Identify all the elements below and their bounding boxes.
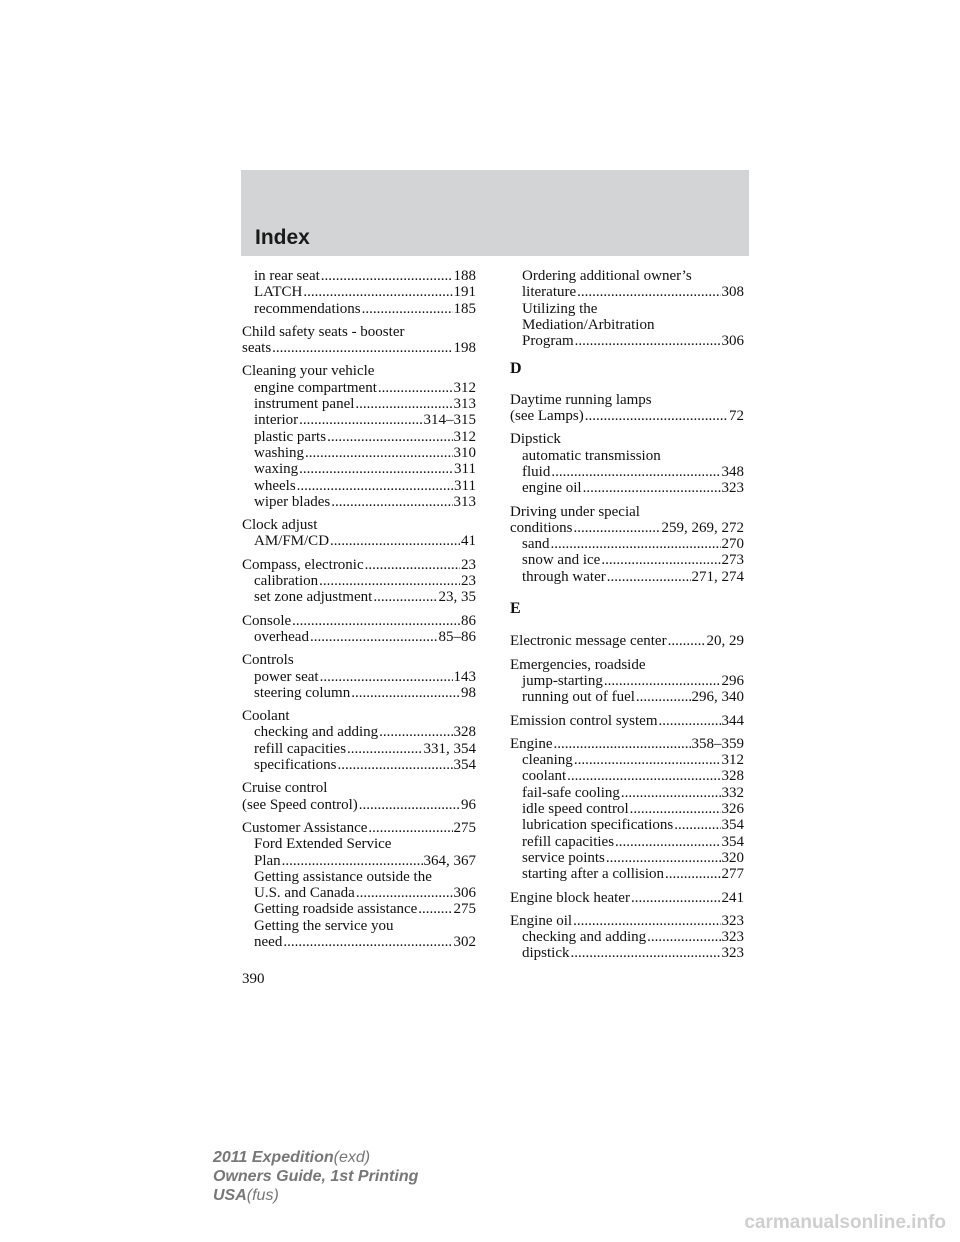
index-page-ref: 354 — [453, 757, 476, 774]
dot-leader — [575, 333, 721, 349]
dot-leader — [368, 820, 452, 836]
index-entry — [242, 934, 476, 950]
index-page-ref: 275 — [453, 901, 476, 918]
index-entry — [242, 396, 476, 412]
index-entry — [242, 652, 476, 668]
index-entry-text: Electronic message center — [510, 633, 667, 650]
index-entry-text: (see Speed control) — [242, 796, 358, 813]
index-page-ref: 96 — [461, 796, 476, 813]
index-entry — [242, 869, 476, 885]
index-entry — [242, 613, 476, 629]
index-entry-text: automatic transmission — [522, 447, 661, 464]
index-entry-text: Ordering additional owner’s — [522, 268, 692, 284]
index-entry-text: interior — [254, 412, 299, 429]
index-page-ref: 328 — [721, 768, 744, 785]
index-entry — [510, 431, 744, 447]
index-entry-text: Daytime running lamps — [510, 391, 652, 408]
index-entry — [242, 708, 476, 724]
dot-leader — [636, 689, 691, 705]
dot-leader — [331, 494, 452, 510]
footer-line-2: Owners Guide, 1st Printing — [213, 1168, 419, 1185]
index-entry — [510, 464, 744, 480]
dot-leader — [583, 480, 721, 496]
dot-leader — [365, 557, 460, 573]
index-entry-text: fluid — [522, 463, 551, 480]
index-entry — [242, 340, 476, 356]
index-entry — [242, 573, 476, 589]
index-entry — [510, 850, 744, 866]
dot-leader — [665, 866, 720, 882]
index-entry — [510, 866, 744, 882]
footer-market-code: (fus) — [246, 1187, 279, 1204]
index-entry — [242, 589, 476, 605]
dot-leader — [355, 396, 452, 412]
dot-leader — [282, 853, 423, 869]
dot-leader — [310, 629, 438, 645]
index-entry-text: snow and ice — [522, 552, 601, 569]
dot-leader — [327, 429, 452, 445]
index-entry — [242, 629, 476, 645]
index-page-ref: 98 — [461, 684, 476, 701]
dot-leader — [330, 533, 460, 549]
index-entry — [242, 685, 476, 701]
index-entry — [510, 752, 744, 768]
index-entry — [510, 569, 744, 585]
index-column-left — [242, 268, 476, 950]
index-entry — [242, 494, 476, 510]
index-entry — [242, 284, 476, 300]
index-entry-text: overhead — [254, 628, 309, 645]
index-entry — [242, 268, 476, 284]
dot-leader — [577, 284, 720, 300]
dot-leader — [303, 284, 452, 300]
index-entry — [510, 890, 744, 906]
index-entry — [242, 380, 476, 396]
index-entry — [242, 885, 476, 901]
index-entry — [510, 552, 744, 568]
index-page-ref: 241 — [721, 889, 744, 906]
index-entry — [242, 853, 476, 869]
index-entry-text: in rear seat — [254, 268, 320, 284]
index-page-ref: 328 — [453, 724, 476, 741]
index-entry — [242, 461, 476, 477]
dot-leader — [668, 633, 706, 649]
index-entry-text: Engine — [510, 735, 553, 752]
index-entry-text: Compass, electronic — [242, 556, 364, 573]
index-entry — [242, 797, 476, 813]
index-entry — [242, 901, 476, 917]
index-page-ref: 306 — [453, 885, 476, 902]
index-page-ref: 302 — [453, 933, 476, 950]
dot-leader — [356, 885, 453, 901]
index-entry — [510, 317, 744, 333]
index-entry — [242, 557, 476, 573]
index-entry-text: checking and adding — [522, 929, 647, 946]
index-entry-text: Child safety seats - booster — [242, 323, 405, 340]
page-number: 390 — [242, 971, 265, 987]
index-entry — [510, 801, 744, 817]
index-entry — [510, 333, 744, 349]
index-entry-text: Customer Assistance — [242, 819, 368, 836]
dot-leader — [630, 801, 721, 817]
dot-leader — [299, 461, 453, 477]
index-entry-text: checking and adding — [254, 724, 379, 741]
dot-leader — [567, 768, 720, 784]
index-entry-text: AM/FM/CD — [254, 533, 330, 550]
index-entry-text: set zone adjustment — [254, 589, 373, 606]
dot-leader — [320, 669, 453, 685]
index-entry — [510, 713, 744, 729]
index-entry — [242, 412, 476, 428]
index-entry-text: Console — [242, 612, 292, 629]
dot-leader — [378, 380, 453, 396]
index-entry — [510, 301, 744, 317]
index-entry — [510, 834, 744, 850]
index-entry — [510, 520, 744, 536]
index-entry-text: running out of fuel — [522, 689, 635, 706]
index-page-ref: 311 — [454, 461, 476, 478]
dot-leader — [573, 913, 720, 929]
index-entry-text: waxing — [254, 461, 299, 478]
index-page-ref: 86 — [461, 612, 476, 629]
index-page-ref: 270 — [721, 536, 744, 553]
index-entry-text: conditions — [510, 519, 573, 536]
index-entry-text: washing — [254, 444, 304, 461]
index-page-ref: 188 — [453, 268, 476, 284]
index-entry-text: U.S. and Canada — [254, 885, 355, 902]
index-entry — [242, 445, 476, 461]
index-entry-text: Coolant — [242, 708, 290, 725]
dot-leader — [347, 741, 422, 757]
index-entry-text: seats — [242, 340, 272, 357]
dot-leader — [283, 934, 452, 950]
index-entry — [510, 913, 744, 929]
dot-leader — [319, 573, 460, 589]
index-letter-heading: D — [510, 360, 522, 378]
index-page-ref: 72 — [729, 408, 744, 425]
dot-leader — [574, 520, 661, 536]
index-entry-text: Mediation/Arbitration — [522, 316, 655, 333]
index-entry-text: Plan — [254, 852, 281, 869]
index-page-ref: 312 — [721, 752, 744, 769]
index-letter-heading: E — [510, 600, 521, 618]
index-entry-text: wiper blades — [254, 493, 331, 510]
index-entry-text: sand — [522, 536, 550, 553]
dot-leader — [321, 268, 453, 284]
dot-leader — [359, 797, 460, 813]
index-entry — [510, 929, 744, 945]
index-entry — [242, 478, 476, 494]
index-entry — [510, 392, 744, 408]
index-page-ref: 311 — [454, 477, 476, 494]
index-entry — [242, 301, 476, 317]
index-entry-text: starting after a collision — [522, 866, 665, 883]
index-page-ref: 23 — [461, 573, 476, 590]
index-entry-text: Cruise control — [242, 780, 328, 797]
dot-leader — [379, 724, 452, 740]
dot-leader — [551, 536, 721, 552]
index-entry-text: plastic parts — [254, 428, 327, 445]
document-footer — [213, 1148, 418, 1205]
dot-leader — [418, 901, 452, 917]
dot-leader — [299, 412, 422, 428]
index-entry — [242, 724, 476, 740]
index-page-ref: 273 — [721, 552, 744, 569]
index-entry-text: Engine oil — [510, 912, 573, 929]
index-entry-text: LATCH — [254, 284, 303, 301]
index-page-ref: 198 — [453, 340, 476, 357]
index-page-ref: 326 — [721, 801, 744, 818]
index-entry-text: lubrication specifications — [522, 817, 674, 834]
index-page-ref: 296 — [721, 672, 744, 689]
dot-leader — [551, 464, 720, 480]
index-entry — [242, 918, 476, 934]
index-entry-text: wheels — [254, 477, 296, 494]
index-entry-text: (see Lamps) — [510, 408, 584, 425]
index-entry — [242, 363, 476, 379]
index-entry-text: Getting roadside assistance — [254, 901, 418, 918]
index-page-ref: 331, 354 — [423, 740, 476, 757]
index-entry-text: Getting assistance outside the — [254, 868, 432, 885]
footer-line-3 — [213, 1186, 418, 1205]
index-entry — [510, 633, 744, 649]
index-entry — [510, 448, 744, 464]
index-entry-text: idle speed control — [522, 801, 629, 818]
index-entry — [242, 517, 476, 533]
index-entry-text: Ford Extended Service — [254, 836, 392, 853]
index-entry — [242, 757, 476, 773]
dot-leader — [297, 478, 453, 494]
index-page-ref: 41 — [461, 533, 476, 550]
index-page-ref: 320 — [721, 849, 744, 866]
index-page-ref: 323 — [721, 929, 744, 946]
index-entry — [510, 284, 744, 300]
dot-leader — [604, 673, 721, 689]
index-entry-text: Program — [522, 333, 574, 350]
index-entry — [510, 268, 744, 284]
index-entry — [242, 324, 476, 340]
index-page-ref: 143 — [453, 668, 476, 685]
index-page-ref: 323 — [721, 912, 744, 929]
index-entry-text: Cleaning your vehicle — [242, 363, 375, 380]
index-entry — [510, 945, 744, 961]
index-entry-text: Controls — [242, 652, 294, 669]
index-entry-text: refill capacities — [522, 833, 615, 850]
footer-market: USA — [213, 1187, 247, 1204]
index-page-ref: 312 — [453, 379, 476, 396]
dot-leader — [631, 890, 721, 906]
index-page-ref: 354 — [721, 817, 744, 834]
index-entry-text: Engine block heater — [510, 889, 630, 906]
dot-leader — [574, 752, 721, 768]
header-band — [241, 170, 749, 256]
index-entry — [510, 673, 744, 689]
index-entry-text: Driving under special — [510, 503, 640, 520]
index-page-ref: 358–359 — [691, 735, 744, 752]
index-entry-text: cleaning — [522, 752, 573, 769]
index-page-ref: 344 — [721, 712, 744, 729]
index-entry — [510, 785, 744, 801]
index-entry — [242, 533, 476, 549]
index-entry — [242, 836, 476, 852]
index-page-ref: 310 — [453, 444, 476, 461]
index-entry-text: Emergencies, roadside — [510, 656, 646, 673]
index-entry — [510, 657, 744, 673]
index-page-ref: 23, 35 — [438, 589, 476, 606]
index-entry-text: power seat — [254, 668, 319, 685]
index-entry — [510, 536, 744, 552]
index-page-ref: 259, 269, 272 — [661, 519, 744, 536]
dot-leader — [337, 757, 452, 773]
index-entry-text: fail-safe cooling — [522, 784, 620, 801]
dot-leader — [621, 785, 721, 801]
dot-leader — [607, 569, 691, 585]
index-page-ref: 313 — [453, 493, 476, 510]
index-page-ref: 312 — [453, 428, 476, 445]
index-page-ref: 277 — [721, 866, 744, 883]
index-page-ref: 364, 367 — [423, 852, 476, 869]
page-title: Index — [255, 226, 310, 249]
index-entry — [242, 820, 476, 836]
dot-leader — [305, 445, 453, 461]
index-entry-text: service points — [522, 849, 605, 866]
index-entry — [510, 408, 744, 424]
index-entry-text: instrument panel — [254, 396, 355, 413]
index-entry-text: Emission control system — [510, 712, 658, 729]
index-entry-text: engine compartment — [254, 379, 377, 396]
index-page-ref: 332 — [721, 784, 744, 801]
index-entry — [510, 768, 744, 784]
dot-leader — [554, 736, 691, 752]
index-entry-text: coolant — [522, 768, 567, 785]
dot-leader — [272, 340, 452, 356]
index-entry — [510, 817, 744, 833]
index-entry — [510, 736, 744, 752]
dot-leader — [601, 552, 720, 568]
index-page-ref: 348 — [721, 463, 744, 480]
index-entry-text: through water — [522, 568, 606, 585]
dot-leader — [585, 408, 728, 424]
index-entry-text: Utilizing the — [522, 300, 598, 317]
dot-leader — [606, 850, 721, 866]
index-page-ref: 20, 29 — [706, 633, 744, 650]
index-entry-text: engine oil — [522, 480, 582, 497]
index-page-ref: 191 — [453, 284, 476, 301]
dot-leader — [571, 945, 721, 961]
index-page-ref: 85–86 — [438, 628, 476, 645]
index-entry — [242, 429, 476, 445]
index-page-ref: 306 — [721, 333, 744, 350]
index-page-ref: 313 — [453, 396, 476, 413]
index-entry-text: Dipstick — [510, 431, 561, 448]
index-entry-text: dipstick — [522, 945, 570, 962]
index-entry — [242, 669, 476, 685]
index-page-ref: 323 — [721, 945, 744, 962]
watermark: carmanualsonline.info — [744, 1212, 946, 1233]
index-page-ref: 308 — [721, 284, 744, 301]
index-entry-text: refill capacities — [254, 740, 347, 757]
index-entry-text: steering column — [254, 684, 351, 701]
index-page-ref: 296, 340 — [691, 689, 744, 706]
index-entry-text: literature — [522, 284, 577, 301]
dot-leader — [351, 685, 460, 701]
index-entry-text: need — [254, 933, 283, 950]
index-entry — [510, 504, 744, 520]
index-page-ref: 275 — [453, 819, 476, 836]
footer-line-1 — [213, 1148, 418, 1167]
footer-model: 2011 Expedition — [213, 1149, 334, 1166]
dot-leader — [674, 817, 720, 833]
dot-leader — [292, 613, 460, 629]
index-page-ref: 23 — [461, 556, 476, 573]
index-page-ref: 314–315 — [423, 412, 476, 429]
index-page-ref: 323 — [721, 480, 744, 497]
dot-leader — [659, 713, 721, 729]
index-entry-text: specifications — [254, 757, 337, 774]
index-entry — [242, 780, 476, 796]
index-entry — [510, 480, 744, 496]
index-entry-text: jump-starting — [522, 672, 603, 689]
dot-leader — [647, 929, 720, 945]
index-entry — [510, 689, 744, 705]
dot-leader — [373, 589, 437, 605]
index-column-right — [510, 268, 744, 962]
index-entry-text: Clock adjust — [242, 517, 318, 534]
index-entry-text: recommendations — [254, 300, 361, 317]
index-entry-text: calibration — [254, 573, 319, 590]
dot-leader — [615, 834, 720, 850]
index-entry — [242, 741, 476, 757]
index-page-ref: 354 — [721, 833, 744, 850]
dot-leader — [362, 301, 453, 317]
footer-model-code: (exd) — [333, 1149, 371, 1166]
index-entry-text: Getting the service you — [254, 917, 394, 934]
index-page-ref: 271, 274 — [691, 568, 744, 585]
index-page-ref: 185 — [453, 300, 476, 317]
